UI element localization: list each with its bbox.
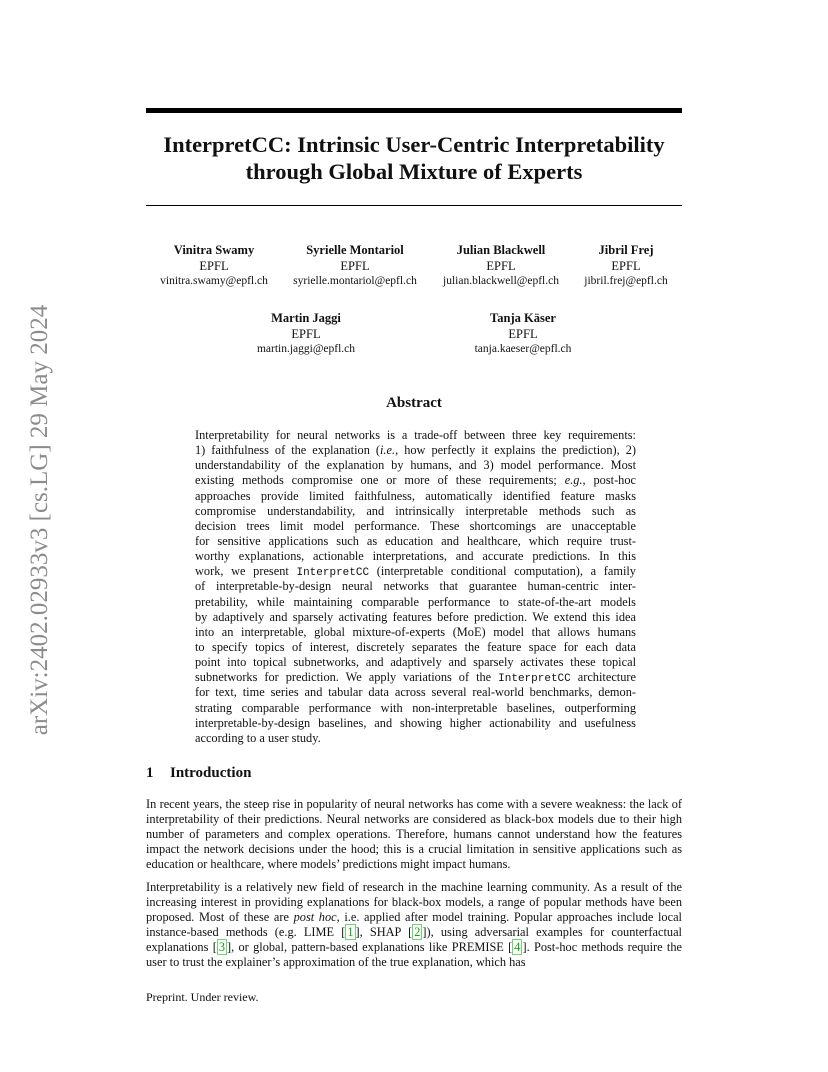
paragraph-text: ]. Post-hoc methods require the user to trust the explainer’s approximation of the true explanation, which has <box>146 940 682 970</box>
abstract-text: work, we present <box>195 564 297 579</box>
author-name: Jibril Frej <box>598 243 654 257</box>
author-block <box>475 311 572 358</box>
title-top-rule <box>146 108 682 113</box>
abstract-line: for text, time series and tabular data across several real-world benchmarks, demon- <box>195 685 636 700</box>
author-email[interactable]: vinitra.swamy@epfl.ch <box>160 275 268 287</box>
section-title: Introduction <box>170 765 252 781</box>
paragraph-text: ]), using adversarial examples for counterfactual explanations [ <box>146 925 682 955</box>
abstract-text: existing methods compromise one or more of these requirements; <box>195 473 565 488</box>
author-email[interactable]: martin.jaggi@epfl.ch <box>256 343 356 355</box>
author-block <box>443 243 559 290</box>
abstract-line: decision trees limit model performance. These shortcomings are unacceptable <box>195 518 636 533</box>
title-line: through Global Mixture of Experts <box>245 159 583 184</box>
citation-link[interactable]: 3 <box>218 940 225 955</box>
paragraph-text: , i.e. applied after model training. Popular approaches include local instance-based methods (e.g. LIME [ <box>146 910 682 940</box>
abstract-line: for sensitive applications such as education and healthcare, which require trust- <box>195 533 636 548</box>
abstract-line: to specify topics of interest, discretely separates the feature space for each data <box>195 639 636 654</box>
italic-term: post hoc <box>293 910 337 925</box>
abstract-line <box>195 564 636 579</box>
arxiv-identifier-stamp: arXiv:2402.02933v3 [cs.LG] 29 May 2024 <box>26 304 53 736</box>
author-name: Syrielle Montariol <box>306 243 404 257</box>
section-number: 1 <box>146 765 154 781</box>
title-line: InterpretCC: Intrinsic User-Centric Interpretability <box>163 132 665 157</box>
author-affiliation: EPFL <box>291 326 321 341</box>
author-affiliation: EPFL <box>486 258 516 273</box>
intro-paragraph <box>146 880 682 971</box>
author-email[interactable]: jibril.frej@epfl.ch <box>584 275 668 287</box>
abstract-line: pretability, while maintaining comparable performance to state-of-the-art models <box>195 594 636 609</box>
italic-term: e.g. <box>564 473 583 488</box>
citation-link[interactable]: 4 <box>514 940 521 955</box>
author-block <box>257 311 355 358</box>
author-email[interactable]: julian.blackwell@epfl.ch <box>443 275 559 287</box>
footer-note: Preprint. Under review. <box>146 990 259 1004</box>
abstract-text: 1) faithfulness of the explanation ( <box>195 443 380 458</box>
abstract-text: subnetworks for prediction. We apply variations of the <box>195 670 499 685</box>
title-bottom-rule <box>146 205 682 206</box>
author-name: Vinitra Swamy <box>173 243 255 257</box>
abstract-line: worthy explanations, actionable interpretations, and accurate predictions. In this <box>195 549 636 564</box>
author-name: Julian Blackwell <box>456 243 546 257</box>
code-term: InterpretCC <box>296 567 370 580</box>
abstract-line: compromise understandability, and intrinsically interpretable methods such as <box>195 503 636 518</box>
abstract-text: architecture <box>570 670 636 685</box>
citation-link[interactable]: 2 <box>414 925 421 940</box>
abstract-line: according to a user study. <box>195 730 321 745</box>
author-affiliation: EPFL <box>508 326 538 341</box>
paper-title <box>146 131 682 185</box>
author-affiliation: EPFL <box>611 258 641 273</box>
abstract-line: understandability of the explanation by humans, and 3) model performance. Most <box>195 458 636 473</box>
abstract-text: , how perfectly it explains the prediction), 2) <box>395 443 636 458</box>
author-affiliation: EPFL <box>340 258 370 273</box>
author-name: Martin Jaggi <box>271 311 341 325</box>
abstract-heading: Abstract <box>386 395 442 411</box>
abstract-line: into an interpretable, global mixture-of-experts (MoE) model that allows humans <box>195 624 636 639</box>
abstract-line <box>195 443 636 458</box>
abstract-line: of interpretable-by-design neural networks that guarantee human-centric inter- <box>195 579 636 594</box>
author-name: Tanja Käser <box>490 311 556 325</box>
abstract-line: by adaptively and sparsely activating features before prediction. We extend this idea <box>195 609 636 624</box>
abstract-body <box>195 428 636 746</box>
paragraph-text: Interpretability is a relatively new field of research in the machine learning community. As a result of the increasing interest in providing explanations for black-box models, a range of popular methods have been proposed. Most of these are <box>146 880 682 925</box>
abstract-line: approaches provide limited faithfulness, automatically identified feature masks <box>195 488 636 503</box>
abstract-line: strating comparable performance with non-interpretable baselines, outperforming <box>195 700 636 715</box>
paragraph-text: ], or global, pattern-based explanations like PREMISE [ <box>227 940 513 955</box>
abstract-line <box>195 670 636 685</box>
paragraph-text: ], SHAP [ <box>355 925 413 940</box>
author-block <box>584 243 667 290</box>
author-affiliation: EPFL <box>199 258 229 273</box>
italic-term: i.e. <box>380 443 396 458</box>
abstract-line: interpretable-by-design baselines, and showing higher actionability and usefulness <box>195 715 636 730</box>
section-heading <box>146 764 251 782</box>
abstract-line <box>195 473 636 488</box>
abstract-text: (interpretable conditional computation), a family <box>369 564 636 579</box>
author-block <box>160 243 268 290</box>
abstract-line: point into topical subnetworks, and adaptively and sparsely activates these topical <box>195 655 636 670</box>
citation-link[interactable]: 1 <box>347 925 354 940</box>
abstract-text: , post-hoc <box>582 473 637 488</box>
abstract-line: Interpretability for neural networks is a trade-off between three key requirements: <box>195 428 636 442</box>
author-email[interactable]: syrielle.montariol@epfl.ch <box>293 275 417 287</box>
author-email[interactable]: tanja.kaeser@epfl.ch <box>474 343 572 355</box>
author-block <box>293 243 417 290</box>
code-term: InterpretCC <box>498 673 571 686</box>
intro-paragraph: In recent years, the steep rise in popularity of neural networks has come with a severe weakness: the lack of interpretability of their predictions. Neural networks are considered as black-box models due to their high number of parameters and complex operations. Therefore, humans cannot understand how the features impact the network decisions under the hood; this is a crucial limitation in sensitive applications such as education or healthcare, where models’ predictions might impact humans. <box>146 797 682 872</box>
